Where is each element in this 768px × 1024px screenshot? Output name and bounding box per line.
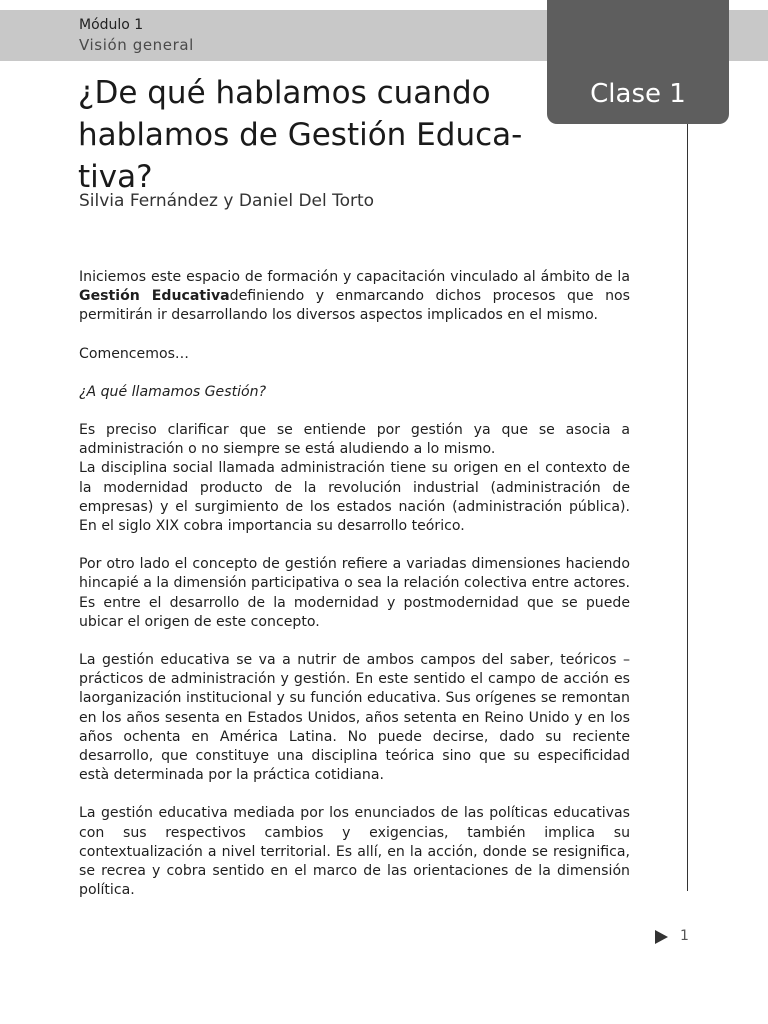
authors: Silvia Fernández y Daniel Del Torto: [79, 191, 375, 211]
clase-tab: [547, 0, 729, 124]
paragraph-2: Por otro lado el concepto de gestión refiere a variadas dimensiones haciendo hincapié a la dimensión participativa o sea la relación colectiva entre actores. Es entre el desarrollo de la modernidad y postmodernidad que se puede ubicar el origen de este concepto.: [79, 556, 630, 630]
module-section: Visión general: [79, 36, 194, 54]
paragraph-1b: La disciplina social llamada administración tiene su origen en el contexto de la modernidad producto de la revolución industrial (administración de empresas) y el surgimiento de los estados nación (administración pública). En el siglo XIX cobra importancia su desarrollo teórico.: [79, 460, 630, 535]
intro-bold-term: Gestión Educativa: [79, 288, 230, 305]
paragraph-4: La gestión educativa mediada por los enunciados de las políticas educativas con sus respectivos cambios y exigencias, también implica su contextualización a nivel territorial. Es allí, en la acción, donde se resignifica, se recrea y cobra sentido en el marco de las orientaciones de la dimensión política.: [79, 805, 630, 899]
document-title: ¿De qué hablamos cuando hablamos de Gestión Educa-tiva?: [78, 75, 523, 195]
page-number: 1: [680, 928, 689, 944]
question-heading: [79, 383, 630, 402]
comencemos-paragraph: Comencemos…: [79, 345, 190, 362]
intro-text-end: definiendo y enmarcando dichos procesos que nos permitirán ir desarrollando los diversos aspectos implicados en el mismo.: [79, 288, 630, 324]
intro-paragraph: [79, 268, 630, 326]
module-label: Módulo 1: [79, 17, 144, 33]
question-text: ¿A qué llamamos Gestión?: [79, 383, 267, 400]
side-rule: [687, 124, 688, 891]
paragraph-1a: Es preciso clarificar que se entiende por gestión ya que se asocia a administración o no siempre se está aludiendo a lo mismo.: [79, 422, 630, 458]
document-body: [79, 268, 630, 919]
paragraph-3: La gestión educativa se va a nutrir de ambos campos del saber, teóricos – prácticos de administración y gestión. En este sentido el campo de acción es laorganización institucional y su función educativa. Sus orígenes se remontan en los años sesenta en Estados Unidos, años setenta en Reino Unido y en los años ochenta en América Latina. No puede decirse, dado su reciente desarrollo, que constituye una disciplina teórica sino que su especificidad està determinada por la práctica cotidiana.: [79, 652, 630, 784]
play-arrow-icon: [655, 930, 668, 944]
intro-text: Iniciemos este espacio de formación y capacitación vinculado al ámbito de la: [79, 269, 630, 285]
clase-label: Clase 1: [590, 79, 686, 109]
